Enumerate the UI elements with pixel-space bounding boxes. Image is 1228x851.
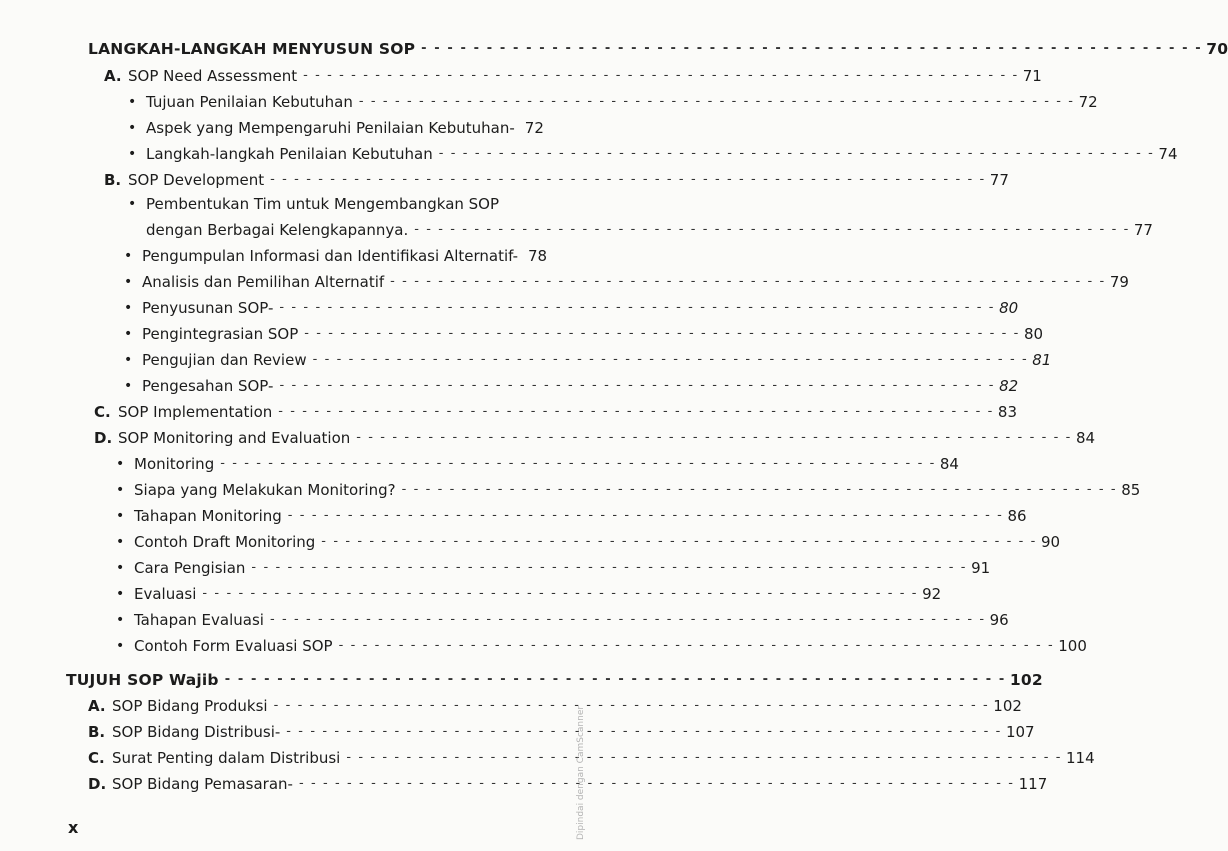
- toc-page: 70: [1206, 40, 1228, 58]
- section-marker: C.: [88, 749, 105, 767]
- dot-leader: - - - - - - - - - - - - - - - - - - - - - - - - - - - - - - - - - - - - - - - - - - - - - - - - - - - - - - - - - - - -: [390, 274, 1106, 289]
- dot-leader: - - - - - - - - - - - - - - - - - - - - - - - - - - - - - - - - - - - - - - - - - - - - - - - - - - - - - - - - - - - -: [220, 456, 936, 471]
- toc-item: [124, 266, 1129, 292]
- bullet: •: [116, 586, 125, 602]
- dot-leader: - - - - - - - - - - - - - - - - - - - - - - - - - - - - - - - - - - - - - - - - - - - - - - - - - - - - - - - - - - - -: [269, 612, 986, 627]
- toc-page: 96: [989, 611, 1009, 629]
- toc-item: [116, 630, 1087, 656]
- bullet: •: [124, 300, 133, 316]
- bullet: •: [116, 508, 125, 524]
- toc-page: 77: [1133, 221, 1153, 239]
- section-marker: A.: [104, 67, 122, 85]
- toc-item: [116, 448, 959, 474]
- toc-text: Aspek yang Mempengaruhi Penilaian Kebutuhan-: [146, 119, 515, 137]
- dot-leader: - - - - - - - - - - - - - - - - - - - - - - - - - - - - - - - - - - - - - - - - - - - - - - - - - - - - - - - - - - - -: [270, 172, 986, 187]
- bullet: •: [116, 560, 125, 576]
- toc-page: 82: [999, 377, 1019, 395]
- dot-leader: - - - - - - - - - - - - - - - - - - - - - - - - - - - - - - - - - - - - - - - - - - - - - - - - - - - - - - - - - - - -: [421, 41, 1203, 56]
- toc-item: [124, 344, 1052, 370]
- bullet: •: [116, 612, 125, 628]
- bullet: •: [124, 248, 133, 264]
- toc-text: TUJUH SOP Wajib: [66, 671, 219, 689]
- dot-leader: - - - - - - - - - - - - - - - - - - - - - - - - - - - - - - - - - - - - - - - - - - - - - - - - - - - - - - - - - - - -: [346, 750, 1063, 765]
- toc-section-b: [104, 164, 1009, 190]
- toc-item-continuation: [146, 214, 1153, 240]
- toc-section-d: [94, 422, 1096, 448]
- dot-leader: - - - - - - - - - - - - - - - - - - - - - - - - - - - - - - - - - - - - - - - - - - - - - - - - - - - - - - - - - - - -: [338, 638, 1055, 653]
- bullet: •: [128, 196, 137, 212]
- toc-text: Pengujian dan Review: [142, 351, 307, 369]
- toc-text: LANGKAH-LANGKAH MENYUSUN SOP: [88, 40, 416, 58]
- toc-text: Evaluasi: [134, 585, 197, 603]
- toc-item: [124, 292, 1019, 318]
- toc-page: 102: [1009, 671, 1043, 689]
- dot-leader: - - - - - - - - - - - - - - - - - - - - - - - - - - - - - - - - - - - - - - - - - - - - - - - - - - - - - - - - - - - -: [303, 68, 1019, 83]
- toc-page: 81: [1032, 351, 1052, 369]
- dot-leader: - - - - - - - - - - - - - - - - - - - - - - - - - - - - - - - - - - - - - - - - - - - - - - - - - - - - - - - - - - - -: [279, 300, 996, 315]
- toc-text: Penyusunan SOP-: [142, 299, 274, 317]
- toc-item: [128, 112, 544, 138]
- section-marker: A.: [88, 697, 106, 715]
- dot-leader: - - - - - - - - - - - - - - - - - - - - - - - - - - - - - - - - - - - - - - - - - - - - - - - - - - - - - - - - - - - -: [279, 378, 996, 393]
- dot-leader: - - - - - - - - - - - - - - - - - - - - - - - - - - - - - - - - - - - - - - - - - - - - - - - - - - - - - - - - - - - -: [401, 482, 1118, 497]
- toc-text: Pengintegrasian SOP: [142, 325, 299, 343]
- toc-section-c: [94, 396, 1018, 422]
- toc-text: SOP Bidang Distribusi-: [112, 723, 281, 741]
- bullet: •: [128, 94, 137, 110]
- toc-item: [116, 526, 1061, 552]
- section-marker: D.: [88, 775, 107, 793]
- toc-page: 90: [1040, 533, 1061, 551]
- toc-page: 85: [1121, 481, 1141, 499]
- toc-text: Tahapan Evaluasi: [134, 611, 264, 629]
- dot-leader: - - - - - - - - - - - - - - - - - - - - - - - - - - - - - - - - - - - - - - - - - - - - - - - - - - - - - - - - - - - -: [202, 586, 919, 601]
- dot-leader: - - - - - - - - - - - - - - - - - - - - - - - - - - - - - - - - - - - - - - - - - - - - - - - - - - - - - - - - - - - -: [251, 560, 968, 575]
- toc-item: [124, 318, 1044, 344]
- toc-text: Surat Penting dalam Distribusi: [112, 749, 341, 767]
- section-marker: B.: [88, 723, 106, 741]
- toc-page: 77: [989, 171, 1009, 189]
- toc-heading-tujuh: [66, 664, 1043, 690]
- toc-section-a: [104, 60, 1042, 86]
- toc-page: 74: [1158, 145, 1178, 163]
- toc-page: 71: [1022, 67, 1042, 85]
- toc-page: 86: [1007, 507, 1027, 525]
- toc-text: Pembentukan Tim untuk Mengembangkan SOP: [146, 195, 500, 213]
- dot-leader: - - - - - - - - - - - - - - - - - - - - - - - - - - - - - - - - - - - - - - - - - - - - - - - - - - - - - - - - - - - -: [414, 222, 1130, 237]
- toc-page: 84: [939, 455, 959, 473]
- dot-leader: - - - - - - - - - - - - - - - - - - - - - - - - - - - - - - - - - - - - - - - - - - - - - - - - - - - - - - - - - - - -: [358, 94, 1075, 109]
- toc-item: [128, 86, 1098, 112]
- dot-leader: - - - - - - - - - - - - - - - - - - - - - - - - - - - - - - - - - - - - - - - - - - - - - - - - - - - - - - - - - - - -: [273, 698, 990, 713]
- toc-section-d: [88, 768, 1048, 794]
- dot-leader: - - - - - - - - - - - - - - - - - - - - - - - - - - - - - - - - - - - - - - - - - - - - - - - - - - - - - - - - - - - -: [286, 724, 1002, 739]
- dot-leader: - - - - - - - - - - - - - - - - - - - - - - - - - - - - - - - - - - - - - - - - - - - - - - - - - - - - - - - - - - - -: [356, 430, 1072, 445]
- toc-item: [128, 138, 1178, 164]
- toc-page: 92: [922, 585, 942, 603]
- page-number: x: [68, 818, 79, 837]
- bullet: •: [128, 120, 137, 136]
- toc-page: 114: [1066, 749, 1095, 767]
- toc-item: [128, 188, 540, 214]
- toc-item: [116, 552, 991, 578]
- section-marker: D.: [94, 429, 113, 447]
- toc-text: Cara Pengisian: [134, 559, 246, 577]
- bullet: •: [124, 274, 133, 290]
- bullet: •: [116, 482, 125, 498]
- dot-leader: - - - - - - - - - - - - - - - - - - - - - - - - - - - - - - - - - - - - - - - - - - - - - - - - - - - - - - - - - - - -: [304, 326, 1020, 341]
- dot-leader: - - - - - - - - - - - - - - - - - - - - - - - - - - - - - - - - - - - - - - - - - - - - - - - - - - - - - - - - - - - -: [298, 776, 1015, 791]
- bullet: •: [124, 378, 133, 394]
- toc-text: Langkah-langkah Penilaian Kebutuhan: [146, 145, 433, 163]
- toc-text: Tujuan Penilaian Kebutuhan: [146, 93, 353, 111]
- toc-page: 107: [1005, 723, 1035, 741]
- scanner-watermark: Dipindai dengan CamScanner: [576, 705, 586, 840]
- toc-section-c: [88, 742, 1095, 768]
- bullet: •: [116, 534, 125, 550]
- toc-item: [116, 474, 1141, 500]
- toc-page: 79: [1109, 273, 1129, 291]
- toc-text: Pengesahan SOP-: [142, 377, 274, 395]
- toc-text: Tahapan Monitoring: [134, 507, 282, 525]
- toc-text: Siapa yang Melakukan Monitoring?: [134, 481, 396, 499]
- toc-page: 100: [1058, 637, 1087, 655]
- toc-text: SOP Development: [128, 171, 265, 189]
- section-marker: C.: [94, 403, 111, 421]
- toc-section-a: [88, 690, 1022, 716]
- toc-page: 102: [993, 697, 1022, 715]
- toc-text: SOP Need Assessment: [128, 67, 298, 85]
- dot-leader: - - - - - - - - - - - - - - - - - - - - - - - - - - - - - - - - - - - - - - - - - - - - - - - - - - - - - - - - - - - -: [287, 508, 1004, 523]
- toc-text: Pengumpulan Informasi dan Identifikasi Alternatif-: [142, 247, 518, 265]
- toc-text: Monitoring: [134, 455, 215, 473]
- toc-section-b: [88, 716, 1035, 742]
- toc-item: [124, 240, 548, 266]
- toc-page: 80: [999, 299, 1019, 317]
- dot-leader: - - - - - - - - - - - - - - - - - - - - - - - - - - - - - - - - - - - - - - - - - - - - - - - - - - - - - - - - - - - -: [321, 534, 1037, 549]
- toc-text: Contoh Form Evaluasi SOP: [134, 637, 333, 655]
- toc-text: SOP Bidang Produksi: [112, 697, 268, 715]
- dot-leader: - - - - - - - - - - - - - - - - - - - - - - - - - - - - - - - - - - - - - - - - - - - - - - - - - - - - - - - - - - - -: [224, 672, 1006, 687]
- toc-page: 78: [528, 247, 548, 265]
- toc-page: 83: [997, 403, 1018, 421]
- toc-page: 84: [1075, 429, 1096, 447]
- bullet: •: [116, 456, 125, 472]
- bullet: •: [128, 146, 137, 162]
- toc-item: [116, 578, 942, 604]
- toc-heading-langkah: [88, 33, 1228, 59]
- bullet: •: [116, 638, 125, 654]
- section-marker: B.: [104, 171, 122, 189]
- toc-text: SOP Implementation: [118, 403, 273, 421]
- toc-item: [124, 370, 1019, 396]
- dot-leader: - - - - - - - - - - - - - - - - - - - - - - - - - - - - - - - - - - - - - - - - - - - - - - - - - - - - - - - - - - - -: [278, 404, 994, 419]
- toc-page: 80: [1023, 325, 1044, 343]
- toc-item: [116, 604, 1009, 630]
- toc-text-continuation: dengan Berbagai Kelengkapannya.: [146, 221, 409, 239]
- dot-leader: - - - - - - - - - - - - - - - - - - - - - - - - - - - - - - - - - - - - - - - - - - - - - - - - - - - - - - - - - - - -: [438, 146, 1155, 161]
- bullet: •: [124, 352, 133, 368]
- toc-text: Contoh Draft Monitoring: [134, 533, 316, 551]
- bullet: •: [124, 326, 133, 342]
- toc-text: SOP Bidang Pemasaran-: [112, 775, 293, 793]
- toc-page: 117: [1018, 775, 1048, 793]
- toc-text: Analisis dan Pemilihan Alternatif: [142, 273, 385, 291]
- toc-page: 91: [971, 559, 991, 577]
- toc-page: 72: [1078, 93, 1098, 111]
- toc-page: 72: [524, 119, 544, 137]
- dot-leader: - - - - - - - - - - - - - - - - - - - - - - - - - - - - - - - - - - - - - - - - - - - - - - - - - - - - - - - - - - - -: [312, 352, 1029, 367]
- toc-item: [116, 500, 1027, 526]
- toc-text: SOP Monitoring and Evaluation: [118, 429, 351, 447]
